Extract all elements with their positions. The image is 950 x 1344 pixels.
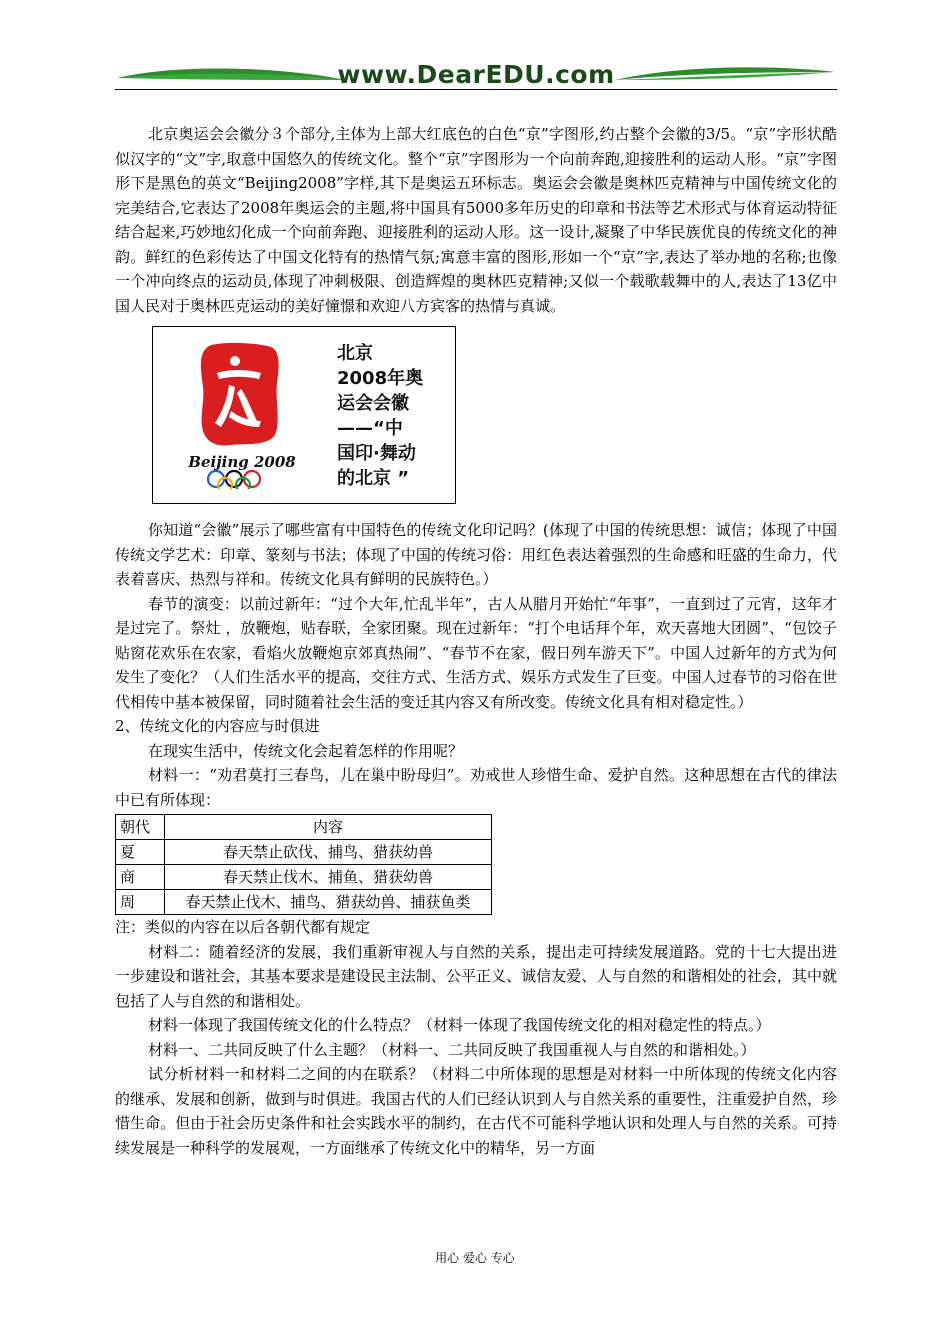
paragraph-emblem-question: 你知道“会徽”展示了哪些富有中国特色的传统文化印记吗？(体现了中国的传统思想：诚信；体现了中国传统文学艺术：印章、篆刻与书法；体现了中国的传统习俗：用红色表达着强烈的生命感和旺盛的生命力，代表着喜庆、热烈与祥和。传统文化具有鲜明的民族特色。） — [115, 521, 837, 588]
caption-line: 运会会徽 — [337, 393, 409, 414]
emblem-caption — [337, 341, 447, 491]
olympic-emblem-figure — [152, 326, 456, 504]
table-cell: 春天禁止砍伐、捕鸟、猎获幼兽 — [165, 840, 492, 865]
paragraph-spring-festival: 春节的演变：以前过新年：“过个大年,忙乱半年”，古人从腊月开始忙“年事”，一直到过了元宵，这年才是过完了。祭灶 ，放鞭炮，贴春联，全家团聚。现在过新年：“打个电话拜个年，欢天喜地大团圆”、“包饺子贴窗花欢乐在农家，看焰火放鞭炮京郊真热闹”、“春节不在家，假日列车游天下”。中国人过新年的方式为何发生了变化？（人们生活水平的提高，交往方式、生活方式、娱乐方式发生了巨变。中国人过春节的习俗在世代相传中基本被保留，同时随着社会生活的变迁其内容又有所改变。传统文化具有相对稳定性。） — [115, 594, 837, 711]
header-divider — [115, 89, 837, 90]
table-header-cell: 朝代 — [116, 815, 165, 840]
caption-line: ——“中 — [337, 418, 403, 439]
page-footer: 用心 爱心 专心 — [435, 1251, 515, 1265]
caption-line: 国印·舞动 — [337, 443, 416, 464]
caption-line: 北京 — [337, 343, 373, 364]
table-cell: 周 — [116, 890, 165, 915]
olympic-rings-icon — [208, 471, 260, 489]
table-header-row — [116, 815, 492, 840]
table-note: 注：类似的内容在以后各朝代都有规定 — [115, 918, 371, 936]
site-brand[interactable]: www.DearEDU.com — [337, 60, 615, 89]
dynasty-law-table — [115, 814, 492, 915]
document-body — [115, 122, 837, 1160]
paragraph-emblem-intro: 北京奥运会会徽分３个部分,主体为上部大红底色的白色“京”字图形,约占整个会徽的3/5。“京”字形状酷似汉字的“文”字,取意中国悠久的传统文化。整个“京”字图形为一个向前奔跑,迎接胜利的运动人形。“京”字图形下是黑色的英文“Beijing2008”字样,其下是奥运五环标志。奥运会会徽是奥林匹克精神与中国传统文化的完美结合,它表达了2008年奥运会的主题,将中国具有5000多年历史的印章和书法等艺术形式与体育运动特征结合起来,巧妙地幻化成一个向前奔跑、迎接胜利的运动人形。这一设计,凝聚了中华民族优良的传统文化的神韵。鲜红的色彩传达了中国文化特有的热情气氛;寓意丰富的图形,形如一个“京”字,表达了举办地的名称;也像一个冲向终点的运动员,体现了冲刺极限、创造辉煌的奥林匹克精神;又似一个载歌载舞中的人,表达了13亿中国人民对于奥林匹克运动的美好憧憬和欢迎八方宾客的热情与真诚。 — [115, 125, 837, 315]
table-row — [116, 865, 492, 890]
paragraph-material-two: 材料二：随着经济的发展，我们重新审视人与自然的关系，提出走可持续发展道路。党的十七大提出进一步建设和谐社会，其基本要求是建设民主法制、公平正义、诚信友爱、人与自然的和谐相处的社会，其中就包括了人与自然的和谐相处。 — [115, 942, 837, 1010]
table-cell: 夏 — [116, 840, 165, 865]
table-cell: 春天禁止伐木、捕鸟、猎获幼兽、捕获鱼类 — [165, 890, 492, 915]
section-heading: 2、传统文化的内容应与时俱进 — [115, 717, 320, 735]
paragraph-material-one: 材料一：“劝君莫打三春鸟，儿在巢中盼母归”。劝戒世人珍惜生命、爱护自然。这种思想在古代的律法中已有所体现： — [115, 766, 837, 809]
caption-line: 2008年奥 — [337, 368, 424, 389]
table-cell: 商 — [116, 865, 165, 890]
paragraph-question-three: 试分析材料一和材料二之间的内在联系？（材料二中所体现的思想是对材料一中所体现的传统文化内容的继承、发展和创新，做到与时俱进。我国古代的人们已经认识到人与自然关系的重要性，注重爱护自然，珍惜生命。但由于社会历史条件和社会实践水平的制约，在古代不可能科学地认识和处理人与自然的关系。可持续发展是一种科学的发展观，一方面继承了传统文化中的精华，另一方面 — [115, 1065, 837, 1157]
paragraph-question: 在现实生活中，传统文化会起着怎样的作用呢？ — [148, 741, 464, 760]
table-row — [116, 890, 492, 915]
caption-line: 的北京 ” — [337, 468, 410, 489]
table-header-cell: 内容 — [165, 815, 492, 840]
emblem-wordmark: Beijing 2008 — [188, 453, 296, 471]
page-header — [115, 58, 837, 94]
beijing-2008-emblem-image — [171, 339, 313, 489]
table-cell: 春天禁止伐木、捕鱼、猎获幼兽 — [165, 865, 492, 890]
paragraph-question-two: 材料一、二共同反映了什么主题？（材料一、二共同反映了我国重视人与自然的和谐相处。） — [148, 1040, 756, 1059]
paragraph-question-one: 材料一体现了我国传统文化的什么特点？（材料一体现了我国传统文化的相对稳定性的特点。） — [148, 1016, 771, 1034]
table-row — [116, 840, 492, 865]
